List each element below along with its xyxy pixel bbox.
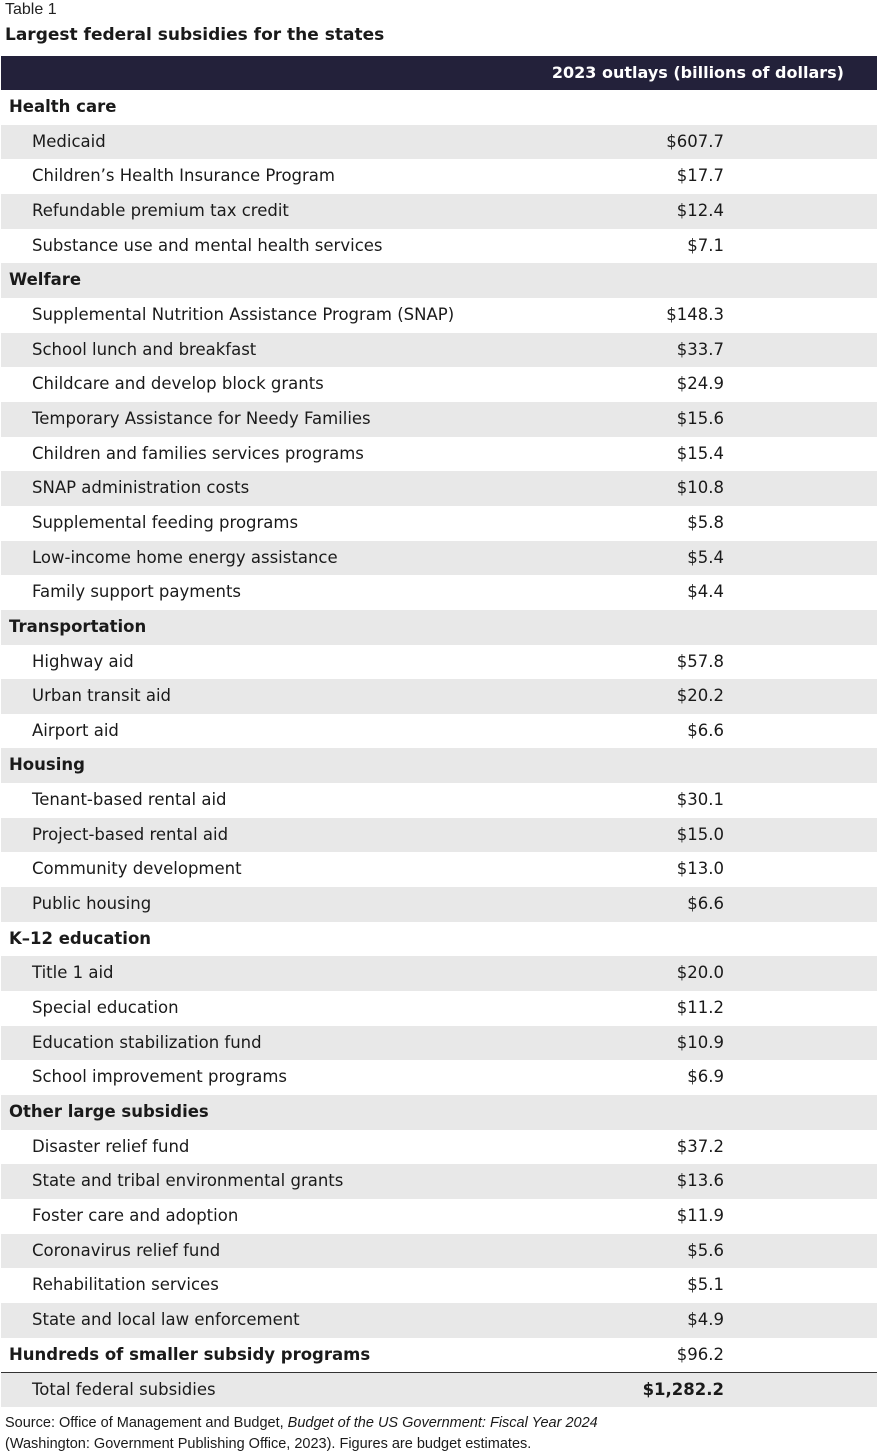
row-value: $11.2: [676, 998, 724, 1018]
row-label: Rehabilitation services: [32, 1275, 219, 1295]
table-row: [1, 298, 877, 333]
section-header-row: [1, 90, 877, 125]
section-label: Welfare: [9, 270, 82, 290]
row-label: Public housing: [32, 894, 152, 914]
row-value: $1,282.2: [642, 1380, 724, 1400]
table-row: [1, 1026, 877, 1061]
section-label: K–12 education: [9, 928, 152, 948]
row-label: Supplemental Nutrition Assistance Program (SNAP): [32, 304, 455, 324]
row-label: Tenant-based rental aid: [32, 790, 227, 810]
row-value: $5.8: [687, 512, 724, 532]
row-value: $6.9: [687, 1067, 724, 1087]
row-value: $10.8: [676, 478, 724, 498]
row-label: Disaster relief fund: [32, 1136, 190, 1156]
row-label: Hundreds of smaller subsidy programs: [9, 1344, 371, 1364]
row-value: $4.4: [687, 582, 724, 602]
row-label: SNAP administration costs: [32, 478, 250, 498]
table-row: [1, 887, 877, 922]
table-row: [1, 506, 877, 541]
row-value: $37.2: [676, 1136, 724, 1156]
row-value: $13.6: [676, 1171, 724, 1191]
section-header-row: [1, 263, 877, 298]
row-label: Family support payments: [32, 582, 242, 602]
row-label: Coronavirus relief fund: [32, 1240, 221, 1260]
row-value: $6.6: [687, 720, 724, 740]
table-row: [1, 645, 877, 680]
row-value: $5.6: [687, 1240, 724, 1260]
row-label: Foster care and adoption: [32, 1206, 239, 1225]
row-value: $148.3: [666, 304, 724, 324]
table-row: [1, 818, 877, 853]
row-value: $17.7: [676, 166, 724, 186]
source-title: Budget of the US Government: Fiscal Year 2024: [287, 1415, 598, 1431]
row-label: Community development: [32, 859, 242, 879]
section-header-row: [1, 1095, 877, 1130]
table-title: Largest federal subsidies for the states: [5, 25, 385, 45]
table-row: [1, 679, 877, 714]
table-row: [1, 1060, 877, 1095]
table-row: [1, 575, 877, 610]
table-body: [1, 90, 877, 1407]
row-value: $4.9: [687, 1309, 724, 1329]
row-value: $13.0: [676, 859, 724, 879]
section-label: Other large subsidies: [9, 1102, 209, 1122]
row-label: Low-income home energy assistance: [32, 547, 338, 567]
row-label: Education stabilization fund: [32, 1032, 262, 1052]
table-row: [1, 402, 877, 437]
row-label: Title 1 aid: [32, 963, 114, 983]
row-label: Special education: [32, 998, 179, 1018]
table-row: [1, 714, 877, 749]
row-value: $6.6: [687, 894, 724, 914]
table-label: Table 1: [5, 1, 57, 18]
row-value: $15.4: [676, 443, 724, 463]
row-value: $607.7: [666, 131, 724, 151]
row-value: $33.7: [676, 339, 724, 359]
table-row: [1, 1303, 877, 1338]
row-value: $96.2: [676, 1344, 724, 1364]
row-label: Project-based rental aid: [32, 824, 229, 844]
table-row: [1, 1234, 877, 1269]
row-label: School lunch and breakfast: [32, 339, 257, 359]
row-value: $20.2: [676, 686, 724, 706]
row-label: State and tribal environmental grants: [32, 1171, 344, 1191]
table-row: [1, 159, 877, 194]
row-value: $5.4: [687, 547, 724, 567]
row-value: $7.1: [687, 235, 724, 255]
row-value: $57.8: [676, 651, 724, 671]
row-value: $15.0: [676, 824, 724, 844]
table-row: [1, 125, 877, 160]
row-label: School improvement programs: [32, 1067, 288, 1087]
table-row: [1, 437, 877, 472]
row-label: Children’s Health Insurance Program: [32, 166, 335, 186]
row-value: $5.1: [687, 1275, 724, 1295]
table-row: [1, 541, 877, 576]
total-row: [1, 1372, 877, 1407]
source-suffix: (Washington: Government Publishing Office, 2023). Figures are budget estimates.: [5, 1436, 532, 1452]
section-label: Housing: [9, 755, 85, 775]
row-label: Airport aid: [32, 720, 119, 740]
table-row: [1, 1164, 877, 1199]
row-label: Highway aid: [32, 651, 134, 671]
row-label: Supplemental feeding programs: [32, 512, 299, 532]
table-row: [1, 783, 877, 818]
table-row: [1, 1268, 877, 1303]
row-label: Childcare and develop block grants: [32, 374, 324, 394]
table-row: [1, 991, 877, 1026]
row-label: Medicaid: [32, 131, 106, 151]
section-header-row: [1, 748, 877, 783]
table-row: [1, 194, 877, 229]
row-label: Urban transit aid: [32, 686, 172, 706]
row-value: $10.9: [676, 1032, 724, 1052]
row-value: $30.1: [676, 790, 724, 810]
row-label: State and local law enforcement: [32, 1309, 300, 1329]
table-row: [1, 852, 877, 887]
section-header-row: [1, 610, 877, 645]
row-value: $11.9: [676, 1206, 724, 1225]
column-header-outlays: 2023 outlays (billions of dollars): [551, 63, 844, 82]
table-row: [1, 1130, 877, 1165]
row-label: Refundable premium tax credit: [32, 200, 289, 220]
table-row: [1, 471, 877, 506]
row-label: Children and families services programs: [32, 443, 364, 463]
section-header-row: [1, 922, 877, 957]
row-value: $12.4: [676, 200, 724, 220]
row-value: $15.6: [676, 408, 724, 428]
row-label: Substance use and mental health services: [32, 235, 383, 255]
table-header: [1, 56, 877, 90]
section-label: Health care: [9, 97, 117, 116]
table-row: [1, 1338, 877, 1373]
table-row: [1, 1199, 877, 1234]
table-row: [1, 229, 877, 264]
table-row: [1, 333, 877, 368]
row-value: $24.9: [676, 374, 724, 394]
row-value: $20.0: [676, 963, 724, 983]
source-note: [5, 1413, 865, 1455]
source-prefix: Source: Office of Management and Budget,: [5, 1415, 288, 1431]
row-label: Temporary Assistance for Needy Families: [32, 408, 371, 428]
row-label: Total federal subsidies: [32, 1380, 216, 1400]
table-row: [1, 956, 877, 991]
section-label: Transportation: [9, 616, 147, 636]
table-row: [1, 367, 877, 402]
